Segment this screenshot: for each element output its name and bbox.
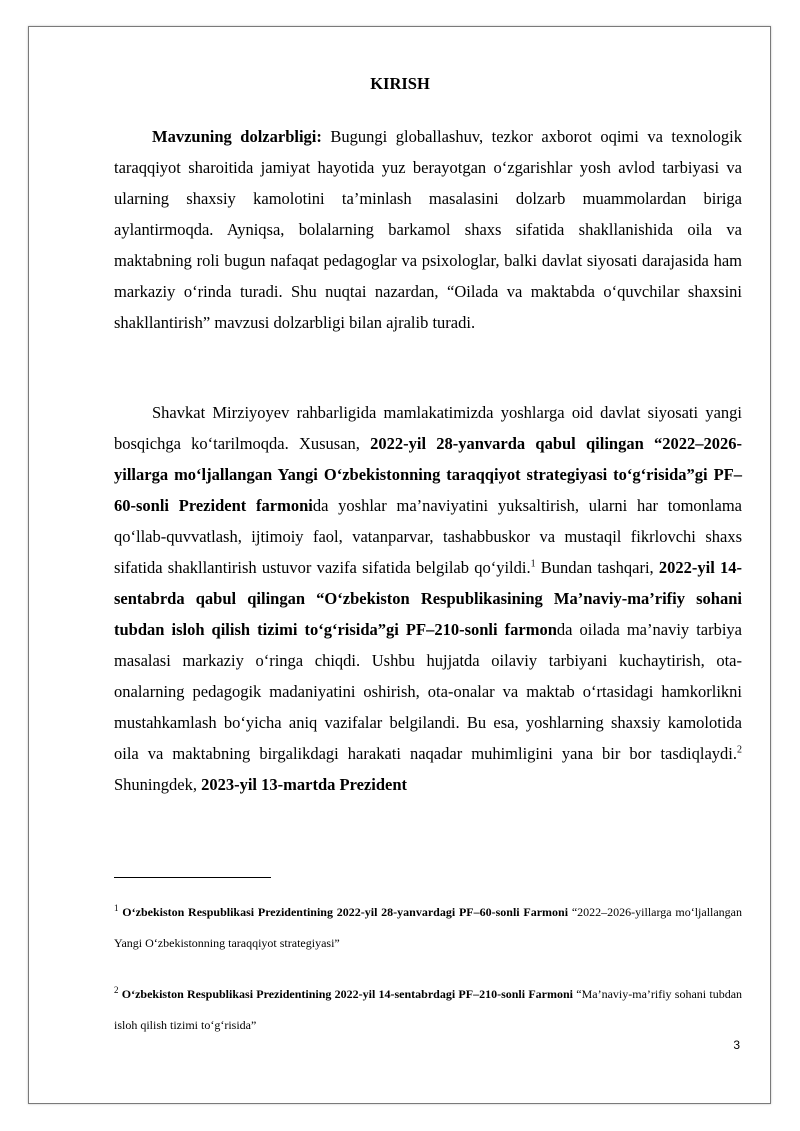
decree-2023: 2023-yil 13-martda Prezident (201, 775, 407, 794)
paragraph-text: Bundan tashqari, (535, 558, 659, 577)
footnote-source: O‘zbekiston Respublikasi Prezidentining 2022-yil 28-yanvardagi PF–60-sonli Farmoni (122, 905, 569, 919)
footnote-text: “2022–2026-yillarga mo‘ljallangan Yangi O‘zbekistonning taraqqiyot strategiyasi” (114, 905, 743, 950)
relevance-label: Mavzuning dolzarbligi: (152, 127, 322, 146)
footnote-2 (114, 979, 742, 1041)
decree-pf210: 2022-yil 14-sentabrda qabul qilingan “O‘zbekiston Respublikasining Ma’naviy-ma’rifiy sohani tubdan isloh qilish tizimi to‘g‘risida”gi PF–210-sonli farmon (114, 558, 742, 639)
paragraph-text: Shuningdek, (114, 775, 202, 794)
paragraph-text: Shavkat Mirziyoyev rahbarligida mamlakatimizda yoshlarga oid davlat siyosati yangi bosqichga ko‘tarilmoqda. Xususan, (114, 403, 742, 453)
footnote-ref-1[interactable]: 1 (530, 558, 536, 570)
page-number: 3 (733, 1038, 740, 1052)
paragraph-text: da yoshlar ma’naviyatini yuksaltirish, ularni har tomonlama qo‘llab-quvvatlash, ijtimoiy faol, vatanparvar, tashabbuskor va mustaqil fikrlovchi shaxs sifatida shakllantirish ustuvor vazifa sifatida belgilab qo‘yildi. (114, 496, 743, 577)
paragraph-text: Bugungi globallashuv, tezkor axborot oqimi va texnologik taraqqiyot sharoitida jamiyat hayotida yuz berayotgan o‘zgarishlar yosh avlod tarbiyasi va ularning shaxsiy kamolotini ta’minlash masalasini dolzarb muammolardan biriga aylantirmoqda. Ayniqsa, bolalarning barkamol shaxs sifatida shakllanishida oila va maktabning roli bugun nafaqat pedagoglar va psixologlar, balki davlat siyosati darajasida ham markaziy o‘rinda turadi. Shu nuqtai nazardan, “Oilada va maktabda o‘quvchilar shaxsini shakllantirish” mavzusi dolzarbligi bilan ajralib turadi. (114, 127, 743, 332)
paragraph-relevance (114, 121, 742, 338)
footnote-ref-2[interactable]: 2 (737, 744, 742, 756)
footnote-source: O‘zbekiston Respublikasi Prezidentining 2022-yil 14-sentabrdagi PF–210-sonli Farmoni (121, 987, 574, 1001)
paragraph-policy (114, 397, 742, 800)
decree-pf60: 2022-yil 28-yanvarda qabul qilingan “2022–2026-yillarga mo‘ljallangan Yangi O‘zbekistonning taraqqiyot strategiyasi to‘g‘risida”gi PF–60-sonli Prezident farmoni (114, 434, 742, 515)
paragraph-text: da oilada ma’naviy tarbiya masalasi markaziy o‘ringa chiqdi. Ushbu hujjatda oilaviy tarbiyani kuchaytirish, ota-onalarning pedagogik madaniyatini oshirish, ota-onalar va maktab o‘rtasidagi hamkorlikni mustahkamlash bo‘yicha aniq vazifalar belgilandi. Bu esa, yoshlarning shaxsiy kamolotida oila va maktabning birgalikdagi harakati naqadar muhimligini yana bir bor tasdiqlaydi. (114, 620, 743, 763)
footnote-separator (114, 877, 271, 878)
page-title: KIRISH (370, 74, 430, 93)
footnote-text: “Ma’naviy-ma’rifiy sohani tubdan isloh qilish tizimi to‘g‘risida” (114, 987, 743, 1032)
footnote-1 (114, 897, 742, 959)
footnote-number: 1 (114, 903, 119, 913)
footnote-number: 2 (114, 985, 119, 995)
